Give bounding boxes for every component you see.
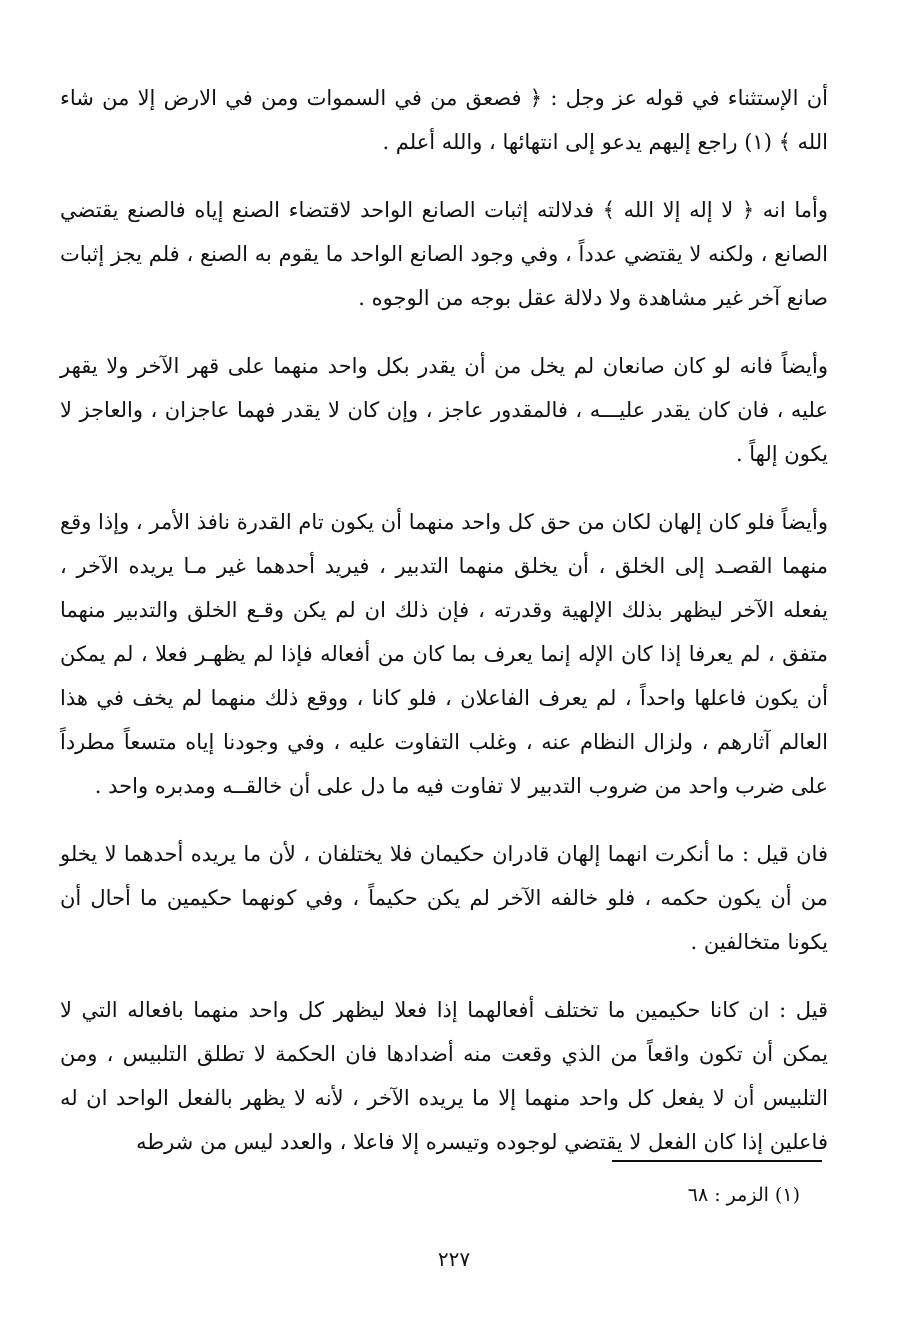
paragraph-1: أن الإستثناء في قوله عز وجل : ﴿ فصعق من في السموات ومن في الارض إلا من شاء الله ﴾ (١) راجع إليهم يدعو إلى انتهائها ، والله أعلم . [60, 86, 828, 154]
paragraph-3: وأيضاً فانه لو كان صانعان لم يخل من أن يقدر بكل واحد منهما على قهر الآخر ولا يقهر عليه ، فان كان يقدر عليـــه ، فالمقدور عاجز ، وإن كان لا يقدر فهما عاجزان ، والعاجز لا يكون إلهاً . [60, 354, 828, 466]
page-body [60, 60, 828, 1188]
paragraph-2: وأما انه ﴿ لا إله إلا الله ﴾ فدلالته إثبات الصانع الواحد لاقتضاء الصنع إياه فالصنع يقتضي الصانع ، ولكنه لا يقتضي عدداً ، وفي وجود الصانع الواحد ما يقوم به الصنع ، فلم يجز إثبات صانع آخر غير مشاهدة ولا دلالة عقل بوجه من الوجوه . [60, 198, 828, 310]
paragraph-4: وأيضاً فلو كان إلهان لكان من حق كل واحد منهما أن يكون تام القدرة نافذ الأمر ، وإذا وقع منهما القصـد إلى الخلق ، أن يخلق منهما التدبير ، فيريد أحدهما غير مـا يريده الآخر ، يفعله الآخر ليظهر بذلك الإلهية وقدرته ، فإن ذلك ان لم يكن وقـع الخلق والتدبير منهما متفق ، لم يعرفا إذا كان الإله إنما يعرف بما كان من أفعاله فإذا لم يظهـر فعلا ، لم يمكن أن يكون فاعلها واحداً ، لم يعرف الفاعلان ، فلو كانا ، ووقع ذلك منهما لم يخف في هذا العالم آثارهم ، ولزال النظام عنه ، وغلب التفاوت عليه ، وفي وجودنا إياه متسعاً مطرداً على ضرب واحد من ضروب التدبير لا تفاوت فيه ما دل على أن خالقــه ومدبره واحد . [60, 510, 828, 798]
footnote: (١) الزمر : ٦٨ [687, 1184, 800, 1206]
paragraph-6: قيل : ان كانا حكيمين ما تختلف أفعالهما إذا فعلا ليظهر كل واحد منهما بافعاله التي لا يمكن أن تكون واقعاً من الذي وقعت منه أضدادها فان الحكمة لا تطلق التلبيس ، ومن التلبيس أن لا يفعل كل واحد منهما إلا ما يريده الآخر ، لأنه لا يظهر بالفعل الواحد ان له فاعلين إذا كان الفعل لا يقتضي لوجوده وتيسره إلا فاعلا ، والعدد ليس من شرطه [60, 998, 828, 1154]
footnote-divider [612, 1160, 822, 1162]
paragraph-5: فان قيل : ما أنكرت انهما إلهان قادران حكيمان فلا يختلفان ، لأن ما يريده أحدهما لا يخلو من أن يكون حكمه ، فلو خالفه الآخر لم يكن حكيماً ، وفي كونهما حكيمين ما أحال أن يكونا متخالفين . [60, 842, 828, 954]
page-number: ٢٢٧ [437, 1247, 471, 1271]
